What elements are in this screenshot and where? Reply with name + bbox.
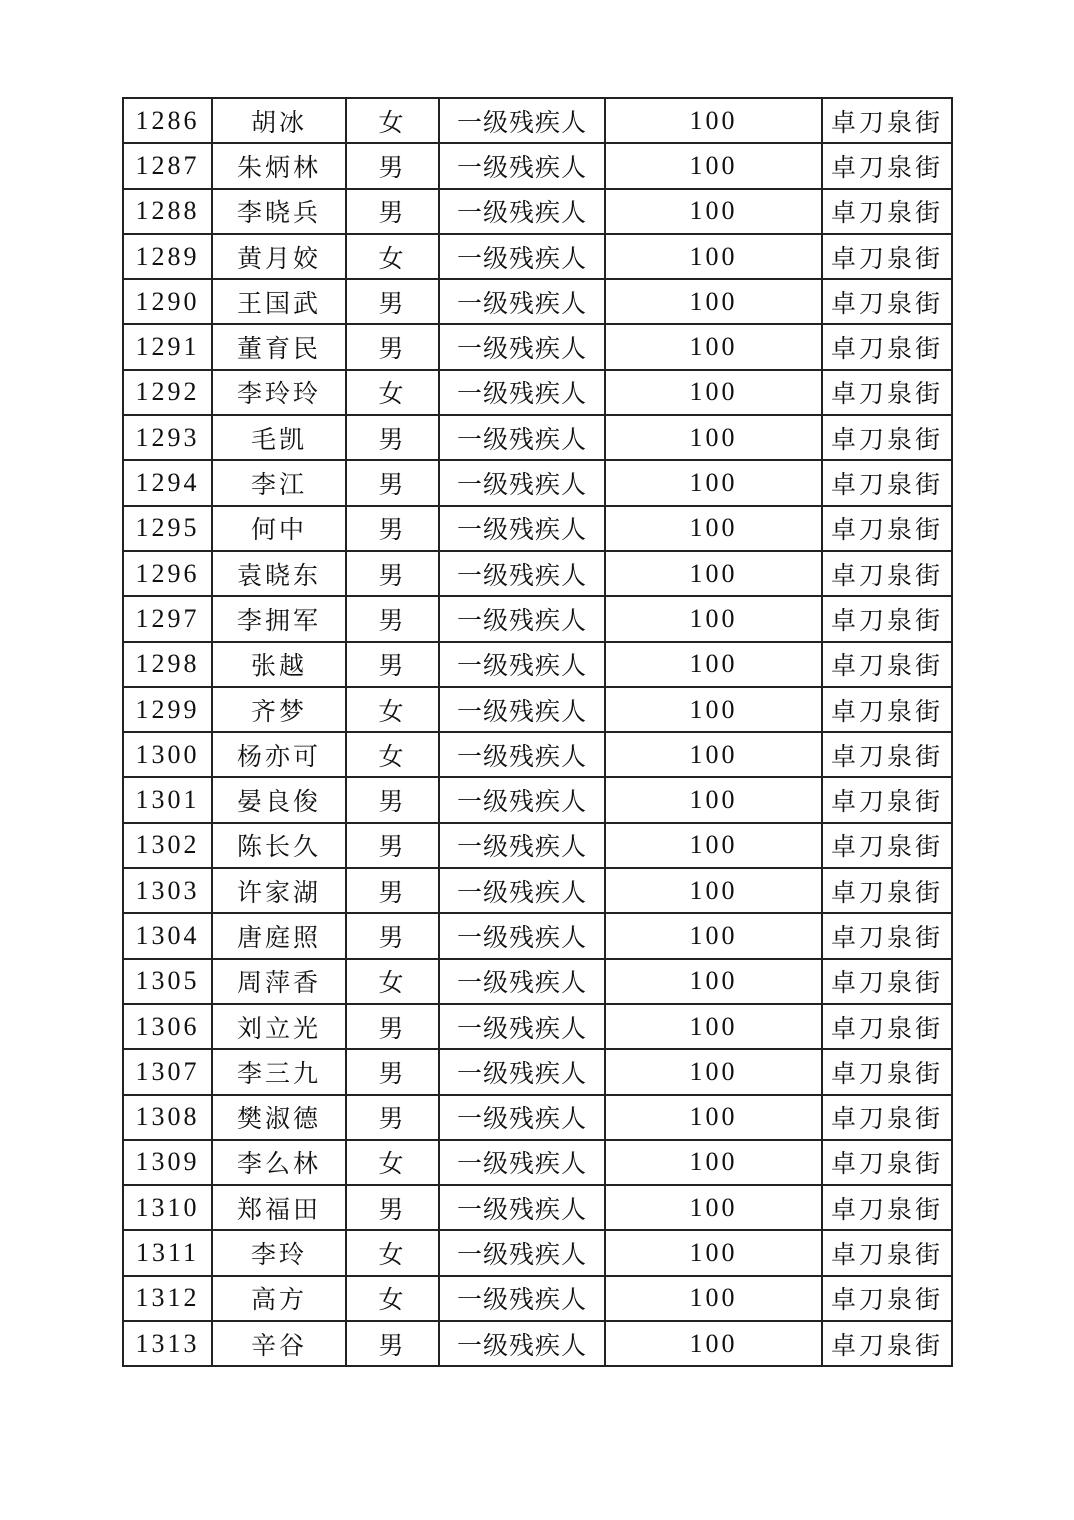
street-name: 卓刀泉街 [822, 1140, 952, 1185]
row-number: 1295 [123, 506, 212, 551]
gender-cell: 男 [346, 1049, 439, 1094]
table-row [123, 1185, 952, 1230]
gender-cell: 男 [346, 415, 439, 460]
street-name: 卓刀泉街 [822, 143, 952, 188]
disability-level: 一级残疾人 [439, 913, 605, 958]
subsidy-amount: 100 [605, 279, 822, 324]
subsidy-amount: 100 [605, 732, 822, 777]
subsidy-amount: 100 [605, 234, 822, 279]
disability-level: 一级残疾人 [439, 1004, 605, 1049]
person-name: 辛谷 [212, 1321, 346, 1366]
person-name: 樊淑德 [212, 1095, 346, 1140]
gender-cell: 女 [346, 1140, 439, 1185]
subsidy-amount: 100 [605, 1049, 822, 1094]
street-name: 卓刀泉街 [822, 1276, 952, 1321]
disability-level: 一级残疾人 [439, 1276, 605, 1321]
disability-level: 一级残疾人 [439, 823, 605, 868]
row-number: 1288 [123, 189, 212, 234]
person-name: 陈长久 [212, 823, 346, 868]
subsidy-amount: 100 [605, 1004, 822, 1049]
person-name: 杨亦可 [212, 732, 346, 777]
subsidy-amount: 100 [605, 596, 822, 641]
table-row [123, 823, 952, 868]
gender-cell: 女 [346, 959, 439, 1004]
table-row [123, 551, 952, 596]
row-number: 1291 [123, 324, 212, 369]
row-number: 1313 [123, 1321, 212, 1366]
gender-cell: 男 [346, 1321, 439, 1366]
table-row [123, 596, 952, 641]
person-name: 晏良俊 [212, 777, 346, 822]
gender-cell: 男 [346, 823, 439, 868]
subsidy-amount: 100 [605, 1276, 822, 1321]
row-number: 1302 [123, 823, 212, 868]
disability-level: 一级残疾人 [439, 98, 605, 143]
disability-level: 一级残疾人 [439, 324, 605, 369]
table-row [123, 1004, 952, 1049]
table-row [123, 1230, 952, 1275]
disability-level: 一级残疾人 [439, 1321, 605, 1366]
gender-cell: 男 [346, 189, 439, 234]
street-name: 卓刀泉街 [822, 1004, 952, 1049]
subsidy-amount: 100 [605, 1140, 822, 1185]
disability-level: 一级残疾人 [439, 1185, 605, 1230]
row-number: 1309 [123, 1140, 212, 1185]
street-name: 卓刀泉街 [822, 1049, 952, 1094]
table-row [123, 1276, 952, 1321]
person-name: 董育民 [212, 324, 346, 369]
gender-cell: 男 [346, 913, 439, 958]
gender-cell: 男 [346, 279, 439, 324]
disability-level: 一级残疾人 [439, 868, 605, 913]
street-name: 卓刀泉街 [822, 1230, 952, 1275]
gender-cell: 女 [346, 1276, 439, 1321]
subsidy-amount: 100 [605, 143, 822, 188]
subsidy-amount: 100 [605, 1230, 822, 1275]
table-row [123, 189, 952, 234]
subsidy-amount: 100 [605, 959, 822, 1004]
gender-cell: 男 [346, 596, 439, 641]
table-row [123, 1140, 952, 1185]
subsidy-amount: 100 [605, 506, 822, 551]
roster-body [123, 98, 952, 1366]
disability-level: 一级残疾人 [439, 777, 605, 822]
street-name: 卓刀泉街 [822, 732, 952, 777]
street-name: 卓刀泉街 [822, 913, 952, 958]
disability-level: 一级残疾人 [439, 1049, 605, 1094]
street-name: 卓刀泉街 [822, 506, 952, 551]
table-row [123, 234, 952, 279]
street-name: 卓刀泉街 [822, 959, 952, 1004]
row-number: 1301 [123, 777, 212, 822]
gender-cell: 男 [346, 1004, 439, 1049]
street-name: 卓刀泉街 [822, 1095, 952, 1140]
gender-cell: 男 [346, 777, 439, 822]
table-row [123, 324, 952, 369]
subsidy-amount: 100 [605, 460, 822, 505]
disability-level: 一级残疾人 [439, 642, 605, 687]
subsidy-amount: 100 [605, 1095, 822, 1140]
subsidy-amount: 100 [605, 913, 822, 958]
gender-cell: 男 [346, 324, 439, 369]
disability-level: 一级残疾人 [439, 1230, 605, 1275]
person-name: 刘立光 [212, 1004, 346, 1049]
street-name: 卓刀泉街 [822, 415, 952, 460]
gender-cell: 女 [346, 234, 439, 279]
street-name: 卓刀泉街 [822, 324, 952, 369]
row-number: 1304 [123, 913, 212, 958]
disability-level: 一级残疾人 [439, 460, 605, 505]
table-row [123, 415, 952, 460]
table-row [123, 1095, 952, 1140]
subsidy-amount: 100 [605, 642, 822, 687]
disability-level: 一级残疾人 [439, 551, 605, 596]
table-row [123, 460, 952, 505]
disability-level: 一级残疾人 [439, 415, 605, 460]
table-row [123, 642, 952, 687]
person-name: 袁晓东 [212, 551, 346, 596]
street-name: 卓刀泉街 [822, 234, 952, 279]
row-number: 1299 [123, 687, 212, 732]
table-row [123, 1049, 952, 1094]
gender-cell: 男 [346, 642, 439, 687]
person-name: 胡冰 [212, 98, 346, 143]
subsidy-amount: 100 [605, 823, 822, 868]
subsidy-amount: 100 [605, 1321, 822, 1366]
disability-level: 一级残疾人 [439, 279, 605, 324]
person-name: 李拥军 [212, 596, 346, 641]
subsidy-amount: 100 [605, 868, 822, 913]
street-name: 卓刀泉街 [822, 551, 952, 596]
disability-level: 一级残疾人 [439, 959, 605, 1004]
table-row [123, 777, 952, 822]
table-row [123, 959, 952, 1004]
person-name: 许家湖 [212, 868, 346, 913]
person-name: 李三九 [212, 1049, 346, 1094]
row-number: 1306 [123, 1004, 212, 1049]
row-number: 1308 [123, 1095, 212, 1140]
street-name: 卓刀泉街 [822, 868, 952, 913]
street-name: 卓刀泉街 [822, 279, 952, 324]
street-name: 卓刀泉街 [822, 642, 952, 687]
subsidy-amount: 100 [605, 324, 822, 369]
street-name: 卓刀泉街 [822, 1321, 952, 1366]
gender-cell: 男 [346, 506, 439, 551]
gender-cell: 女 [346, 370, 439, 415]
person-name: 郑福田 [212, 1185, 346, 1230]
gender-cell: 男 [346, 868, 439, 913]
table-row [123, 1321, 952, 1366]
person-name: 张越 [212, 642, 346, 687]
street-name: 卓刀泉街 [822, 98, 952, 143]
row-number: 1298 [123, 642, 212, 687]
row-number: 1300 [123, 732, 212, 777]
subsidy-amount: 100 [605, 415, 822, 460]
gender-cell: 女 [346, 732, 439, 777]
table-row [123, 732, 952, 777]
row-number: 1310 [123, 1185, 212, 1230]
street-name: 卓刀泉街 [822, 687, 952, 732]
table-row [123, 279, 952, 324]
subsidy-amount: 100 [605, 777, 822, 822]
row-number: 1305 [123, 959, 212, 1004]
row-number: 1289 [123, 234, 212, 279]
person-name: 黄月姣 [212, 234, 346, 279]
person-name: 唐庭照 [212, 913, 346, 958]
disability-level: 一级残疾人 [439, 234, 605, 279]
gender-cell: 男 [346, 1095, 439, 1140]
disability-level: 一级残疾人 [439, 506, 605, 551]
subsidy-amount: 100 [605, 1185, 822, 1230]
row-number: 1286 [123, 98, 212, 143]
row-number: 1290 [123, 279, 212, 324]
gender-cell: 男 [346, 551, 439, 596]
person-name: 王国武 [212, 279, 346, 324]
table-row [123, 913, 952, 958]
row-number: 1303 [123, 868, 212, 913]
disability-level: 一级残疾人 [439, 1140, 605, 1185]
person-name: 朱炳林 [212, 143, 346, 188]
table-row [123, 143, 952, 188]
row-number: 1292 [123, 370, 212, 415]
subsidy-amount: 100 [605, 370, 822, 415]
disability-level: 一级残疾人 [439, 1095, 605, 1140]
person-name: 李晓兵 [212, 189, 346, 234]
gender-cell: 女 [346, 1230, 439, 1275]
person-name: 李么林 [212, 1140, 346, 1185]
disability-level: 一级残疾人 [439, 687, 605, 732]
subsidy-amount: 100 [605, 98, 822, 143]
disability-level: 一级残疾人 [439, 596, 605, 641]
row-number: 1294 [123, 460, 212, 505]
row-number: 1297 [123, 596, 212, 641]
street-name: 卓刀泉街 [822, 596, 952, 641]
disability-level: 一级残疾人 [439, 189, 605, 234]
person-name: 高方 [212, 1276, 346, 1321]
person-name: 周萍香 [212, 959, 346, 1004]
person-name: 李江 [212, 460, 346, 505]
person-name: 李玲 [212, 1230, 346, 1275]
street-name: 卓刀泉街 [822, 189, 952, 234]
street-name: 卓刀泉街 [822, 370, 952, 415]
subsidy-amount: 100 [605, 551, 822, 596]
person-name: 齐梦 [212, 687, 346, 732]
gender-cell: 男 [346, 143, 439, 188]
gender-cell: 男 [346, 460, 439, 505]
table-row [123, 370, 952, 415]
table-row [123, 868, 952, 913]
row-number: 1312 [123, 1276, 212, 1321]
person-name: 何中 [212, 506, 346, 551]
person-name: 毛凯 [212, 415, 346, 460]
subsidy-amount: 100 [605, 687, 822, 732]
row-number: 1311 [123, 1230, 212, 1275]
disability-level: 一级残疾人 [439, 732, 605, 777]
street-name: 卓刀泉街 [822, 823, 952, 868]
row-number: 1307 [123, 1049, 212, 1094]
disability-level: 一级残疾人 [439, 370, 605, 415]
row-number: 1296 [123, 551, 212, 596]
disability-level: 一级残疾人 [439, 143, 605, 188]
subsidy-roster-table [122, 97, 953, 1367]
row-number: 1293 [123, 415, 212, 460]
street-name: 卓刀泉街 [822, 1185, 952, 1230]
gender-cell: 女 [346, 98, 439, 143]
table-row [123, 506, 952, 551]
table-row [123, 687, 952, 732]
person-name: 李玲玲 [212, 370, 346, 415]
table-row [123, 98, 952, 143]
gender-cell: 男 [346, 1185, 439, 1230]
street-name: 卓刀泉街 [822, 777, 952, 822]
gender-cell: 女 [346, 687, 439, 732]
subsidy-amount: 100 [605, 189, 822, 234]
street-name: 卓刀泉街 [822, 460, 952, 505]
row-number: 1287 [123, 143, 212, 188]
